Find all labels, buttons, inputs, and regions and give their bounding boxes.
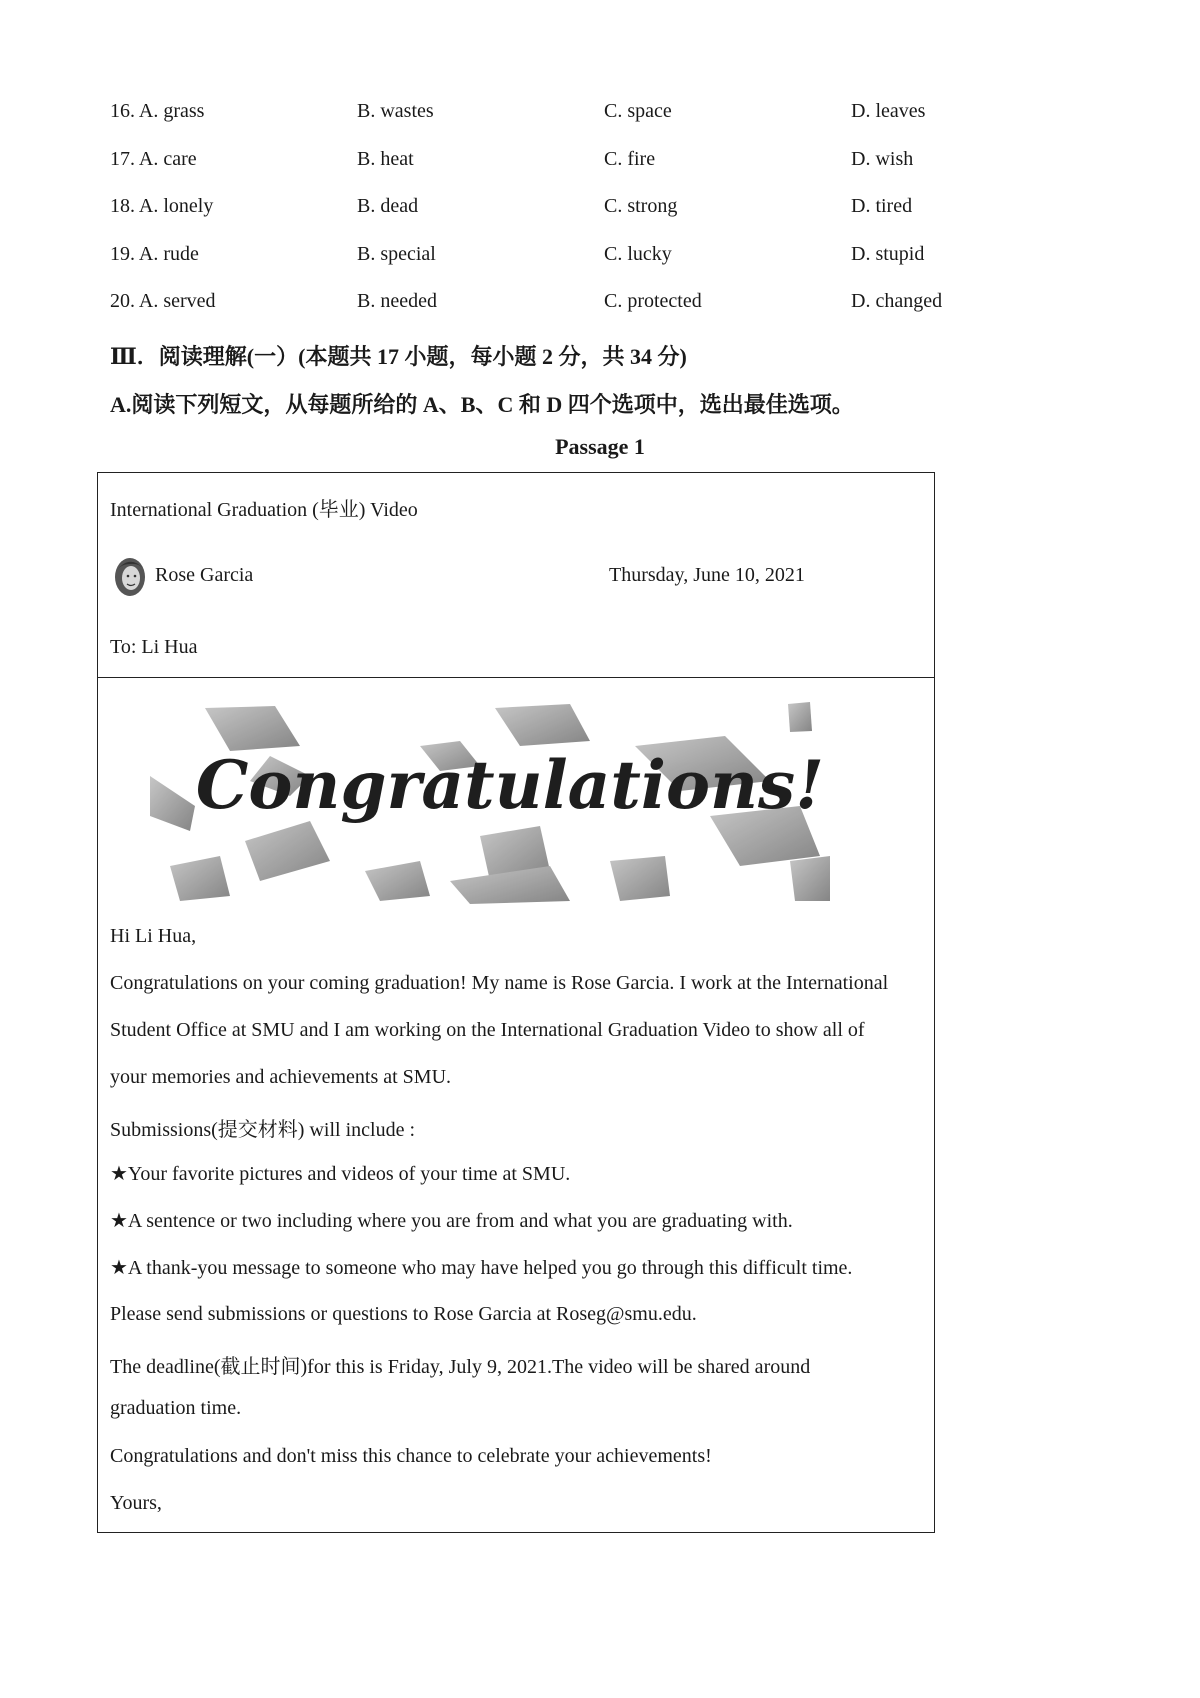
section-heading: Ⅲ．阅读理解(一）(本题共 17 小题，每小题 2 分，共 34 分): [110, 344, 687, 369]
sign-off: Yours,: [110, 1492, 162, 1514]
option-row-18: [110, 195, 1010, 243]
passage-title: Passage 1: [555, 434, 645, 459]
instruction: A.阅读下列短文，从每题所给的 A、B、C 和 D 四个选项中，选出最佳选项。: [110, 392, 854, 417]
greeting: Hi Li Hua,: [110, 925, 197, 947]
option-row-17: [110, 148, 1010, 196]
body-line: Submissions(提交材料) will include :: [110, 1119, 415, 1141]
option-row-16: [110, 100, 1010, 148]
avatar-icon: [112, 555, 148, 601]
option-row-20: [110, 290, 1010, 338]
list-item: ★Your favorite pictures and videos of your time at SMU.: [110, 1163, 571, 1185]
option-c: C. lucky: [604, 242, 672, 265]
option-c: C. space: [604, 100, 672, 122]
option-b: B. dead: [357, 195, 419, 217]
option-d: D. tired: [851, 195, 913, 217]
email-header: [97, 472, 935, 678]
body-line: graduation time.: [110, 1397, 242, 1419]
option-a: 20. A. served: [110, 290, 216, 312]
body-line: The deadline(截止时间)for this is Friday, July 9, 2021.The video will be shared around: [110, 1356, 811, 1378]
option-c: C. strong: [604, 195, 678, 217]
option-b: B. needed: [357, 290, 437, 312]
congratulations-banner: [150, 696, 870, 906]
body-line: Please send submissions or questions to Rose Garcia at Roseg@smu.edu.: [110, 1303, 697, 1325]
answer-options: [110, 100, 1010, 338]
sender-name: Rose Garcia: [155, 564, 254, 586]
body-line: Student Office at SMU and I am working on the International Graduation Video to show all of: [110, 1019, 865, 1041]
email-recipient: To: Li Hua: [110, 636, 198, 658]
option-d: D. stupid: [851, 242, 925, 265]
email-body: [97, 677, 935, 1533]
option-d: D. leaves: [851, 100, 926, 122]
option-d: D. wish: [851, 147, 914, 170]
option-b: B. special: [357, 242, 436, 265]
option-a: 17. A. care: [110, 147, 197, 170]
option-c: C. protected: [604, 290, 702, 312]
option-a: 18. A. lonely: [110, 195, 214, 217]
option-c: C. fire: [604, 147, 656, 170]
option-row-19: [110, 243, 1010, 291]
body-line: Congratulations and don't miss this chance to celebrate your achievements!: [110, 1445, 712, 1467]
list-item: ★A thank-you message to someone who may have helped you go through this difficult time.: [110, 1257, 853, 1279]
option-b: B. wastes: [357, 100, 434, 122]
body-line: Congratulations on your coming graduation! My name is Rose Garcia. I work at the International: [110, 972, 889, 994]
option-b: B. heat: [357, 147, 414, 170]
list-item: ★A sentence or two including where you are from and what you are graduating with.: [110, 1210, 793, 1232]
option-a: 16. A. grass: [110, 100, 205, 122]
body-line: your memories and achievements at SMU.: [110, 1066, 452, 1088]
option-d: D. changed: [851, 290, 943, 312]
banner-text: Congratulations!: [195, 746, 825, 824]
email-subject: International Graduation (毕业) Video: [110, 499, 418, 521]
email-date: Thursday, June 10, 2021: [609, 564, 805, 586]
option-a: 19. A. rude: [110, 242, 199, 265]
